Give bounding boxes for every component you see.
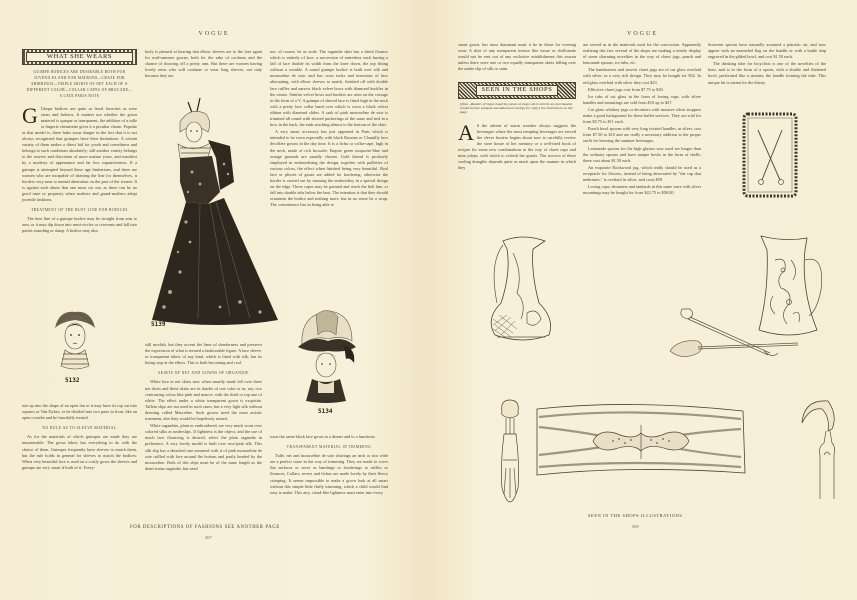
- claret-jug-icon: [483, 233, 558, 348]
- subhead: TREATMENT OF THE BUST LINE FOR BODICES: [31, 208, 128, 213]
- body-paragraph: Souvenir spoons have naturally assumed a patriotic air, and now appear with an enameled flag on the handle or with a battle ship engraved in the gilded bowl, and cost $1.50 each.: [708, 42, 826, 60]
- ornamental-belt-icon: [533, 403, 748, 478]
- body-paragraph: The handsomest and newest claret jugs are of cut glass overlaid with silver, in a very rich design. They may be bought for $32. In red glass overlaid with silver they cost $23.: [583, 67, 701, 85]
- body-paragraph: G Uimpe bodices are quite as fixed favorites as were etons and boleros. It matters not whether the gown material is opaque or transparent, the addition of a tulle or lingerie chemisette gives it a peculiar charm. Popular as that model is, there lurks some danger in the fact that it is not always recognized that guimpes have their limitations. A certain variety of them makes a direct bid for youth and comeliness and belongs to such conditions absolutely; still another variety belongs to the reserve and discretion of more mature years, and manifest by a modesty of appearance and far less expansiveness. If a guimpe is attempted beyond these age limitations, and there are women who are incapable of drawing the line for themselves, it borders very near to mental aberration on the part of the wearer. It is against such abuse that one must cry out, as there can be no good taste or propriety when mothers and grand-mothers adopt juvenile fashions.: [22, 102, 137, 202]
- illustrations-caption: SEEN IN THE SHOPS ILLUSTRATIONS: [588, 513, 683, 518]
- illustration-claret-jug: [483, 233, 558, 348]
- body-paragraph: An exquisite Rookwood jug, which really should be used as a receptacle for flowers, instead of being desecrated by "the cup that inebriates," is overlaid in silver, and costs $58.: [583, 164, 701, 182]
- editor-note: [Note—Readers of Vogue inquiring names of shops where articles are purchasable should enclose stamped and addressed envelope for reply.] See illustrations on this page.: [460, 101, 573, 115]
- subhead: TRANSPARENT MATERIAL IN TRIMMING: [286, 445, 372, 450]
- body-paragraph: Lemonade spoons for the high glasses now used are longer than the ordinary spoons and have unique bowls in the form of shells; these cost about $1.50 each.: [583, 145, 701, 163]
- illustration-crossed-spoons: [740, 110, 800, 200]
- section-title: WHAT SHE WEARS: [26, 52, 133, 62]
- body-paragraph: Cut glass whiskey jugs or decanters with massive silver stoppers make a good background for these buffet services. They are sold for from $5.75 to $11 each.: [583, 106, 701, 125]
- right-page: [428, 0, 857, 600]
- body-paragraph: The bust line of a guimpe bodice may be straight from arm to arm, or it may dip down into semi-circles or crescents and fall into points rounding or sharp. A bodice may also: [22, 216, 137, 234]
- figure-number: 5134: [318, 408, 333, 415]
- left-column-3: [270, 49, 388, 209]
- subhead: NO RULE AS TO SLEEVE MATERIAL: [42, 426, 117, 431]
- body-paragraph: Loving cups, decanters and tankards in this same ware with silver mountings may be bought for from $22.75 to $58.00.: [583, 184, 702, 196]
- body-paragraph: A very smart accessory has just appeared in Paris which is intended to be worn especially with black Russian or Chantilly lace decollete gowns in the day time. It is a fichu or collar-cape, high in the neck, made of rich brocade; Empire green turquoise-blue and orange grounds are usually chosen. Gold thread is profusely employed in embroidering the design, together with paillettes of various colors, the effect when finished being very beautiful. Real lace or plissés of gauze are added for bordering, otherwise the border is carried out by massing the embroidery in a special design on the edge. These capes may be pointed and reach the belt line, or fall into double tabs below the bust. The intention is that they should ornament the bodice and nothing more, but in no sense be a wrap. The convenience lies in being able to: [270, 129, 388, 208]
- illustration-decanter: [498, 398, 523, 508]
- curved-fork-icon: [798, 395, 838, 505]
- body-paragraph: Effective claret jugs cost from $7.75 to $30.: [588, 86, 664, 92]
- body-paragraph: A S the advent of warm weather always suggests the beverages where the most tempting beverages are served the clever hostess begins about now to carefully review the store house of her memory or a well-tried book of recipes for some new combinations in the way of claret cups and mint juleps, with which to refresh her guests. The success of these cooling draughts depends quite as much upon the manner in which they: [458, 119, 576, 171]
- fashion-illustration-5134: [292, 305, 362, 415]
- body-paragraph: rise up into the shape of an open fan or it may have its top cut into squares or Van Dykes, or be divided into two parts in front, like an open corselet and be fancifully treated.: [22, 403, 137, 421]
- body-paragraph: White organdies, plain or embroidered, are very much worn over colored silks as underslips. If lightness is the object, and the use of much lace flouncing is desired, select the plain organdie in preference. A very lovely model is built over rose-pink silk. This silk slip has a detached one mounted with it of pink mousseline de soie ruffled with lace around the bottom and partly headed by the mousseline. Both of this slips must be of the same length as the demi-traine organdie, but need: [145, 423, 262, 471]
- left-page: [0, 0, 428, 600]
- body-paragraph: wear the same black lace gown to a dinner and to a luncheon.: [270, 434, 376, 439]
- woman-portrait-icon: [45, 306, 105, 376]
- left-column-2: [145, 49, 262, 80]
- illustration-lemonade-spoons: [668, 305, 808, 365]
- body-paragraph: smart gown, but most dominant must it be in those for evening wear. A skirt of any transparent texture like tissue or chiffonette would not be sent out of any exclusive establishment this season unless there were one or two equally transparent skirts falling over the under slip of silk or satin.: [458, 42, 576, 72]
- fashion-illustration-5139: [150, 92, 280, 337]
- lemonade-spoons-icon: [668, 305, 808, 365]
- left-column-3-continued: [270, 434, 388, 497]
- page-footer-note: FOR DESCRIPTIONS OF FASHIONS SEE ANOTHER PAGE: [130, 525, 280, 530]
- woman-full-gown-icon: [150, 92, 280, 332]
- decanter-icon: [498, 398, 523, 508]
- page-number: 569: [632, 524, 639, 529]
- body-paragraph: not, of course, be as wide. The organdie skirt has a fitted flounce which is entirely of lace, a succession of entredeux each having a fall of lace double its width from the knee down, the top fitting without a wrinkle. A round guimpe bodice is built over silk and mousseline de soie, and has cross tucks and insertions of lace alternating, with elbow sleeves to match, finished off with double lace ruffles and narrow black velvet bows with diamond buckles in the centre. Similar velvet bows and buckles are seen on the corsage in the form of a V. A guimpe of shirred lace is fitted high in the neck with a pretty lace collar band over which is worn a black velvet ribbon with diamond slides. A sash of pink mousseline de soie is trimmed all round with shirred puckerings of the same and tied in a bow in the back, the ends reaching almost to the bottom of the skirt.: [270, 49, 388, 128]
- running-head: VOGUE: [198, 31, 230, 37]
- right-column-2: [583, 42, 701, 197]
- body-paragraph: Ice tubs of cut glass in the form of loving cups, with silver handles and mountings are sold from $10 up to $27.: [583, 93, 701, 105]
- body-paragraph: are served as in the materials used for the concoction. Apparently realizing this fact several of the shops are making a timely display of some charming novelties in the way of claret jugs, punch and lemonade spoons, ice tubs, etc.: [583, 42, 701, 66]
- left-column-1-continued: [22, 403, 137, 472]
- body-paragraph: still modish, but they accent the lines of slenderness and preserve the expression of what is termed a fashionable figure. A lace sleeve, or transparent fabric of any kind, which is lined with silk, has its lining stop at the elbow. This is both becoming and cool.: [145, 342, 262, 366]
- body-paragraph: White lace or net skirts now when smartly made fall over three net skirts and these skirts are in shades of one color or in, say, two contrasting colors like pink and mauve, with the third or top one of white. The effect under a white transparent gown is exquisite. Taffeta slips are not used in such cases, but a very light silk without dressing called Marceline. Such gowns need the most artistic treatment, else they would be hopelessly ruined.: [145, 379, 262, 422]
- left-column-1: [22, 49, 137, 235]
- illustration-curved-fork: [798, 395, 838, 505]
- body-paragraph: Tulle, net and mousseline de soie shirrings an inch or two wide are a perfect craze in the way of trimming. They are made to cover flat surfaces or serve as bandings or borderings to ruffles or flounces. Collars, revers and fichus are made lovely by their fleecy crimping. It seems impossible to make a gown look at all smart without this simple little fluffy trimming, which a child would find easy to make. This airy, cloud-like lightness must enter into every: [270, 453, 388, 495]
- left-column-2-continued: [145, 342, 262, 473]
- body-paragraph: The drinking tube for bicyclists is one of the novelties of the hour, and is in the form of a spoon, with a double and flattened bowl, perforated like a strainer, the handle forming the tube. This unique bit is meant for the thirsty: [708, 61, 826, 85]
- crossed-spoons-frame-icon: [740, 110, 800, 200]
- figure-number: 5139: [151, 321, 166, 328]
- drop-cap: G: [22, 102, 38, 128]
- woman-hat-portrait-icon: [292, 305, 362, 405]
- figure-number: 5132: [65, 377, 80, 384]
- body-paragraph: body is pleased at hearing that elbow sleeves are to the fore again for mid-summer gowns, both for the sake of coolness and the chance of showing off a pretty arm. But there are women having lovely arms who will continue to wear long sleeves, not only because they are: [145, 49, 262, 79]
- section-title: SEEN IN THE SHOPS: [476, 85, 558, 95]
- subhead: SKIRTS OF NET AND GOWNS OF ORGANDIE: [158, 371, 249, 376]
- running-head: VOGUE: [627, 31, 658, 37]
- section-banner-what-she-wears: [22, 49, 137, 65]
- drop-cap: A: [458, 119, 474, 145]
- body-paragraph: As for the materials of which guimpes are made they are innumerable. The gown fabric has everything to do with the choice of them. Guimpes frequently have sleeves to match them, but the rule holds in general for sleeves to match the bodices. When very beautiful lace is used on a costly gown the sleeves and guimpe are very smart if built of it. Every-: [22, 434, 137, 470]
- page-number: 567: [205, 535, 212, 540]
- illustration-ornamental-belt: [533, 403, 748, 478]
- section-dek: GUIMPE BODICES ARE DESIRABLE BOTH FOR JUVENILES AND FOR MATRONS—CRAZE FOR SHIRRINGS—TRIPLE SKIRTS OF NET EACH OF A DIFFERENT COLOR—COLLAR CAPES OF BROCADE—A LATE PARIS NOTE: [26, 70, 133, 99]
- body-paragraph: Punch bowl spoons with very long twisted handles, in silver, cost from $7.50 to $10 and are really a necessary addition to the proper outfit for brewing the summer beverages.: [583, 126, 701, 144]
- fashion-illustration-5132: [45, 306, 105, 386]
- right-column-1: [458, 42, 576, 173]
- section-banner-seen-in-the-shops: [458, 82, 576, 98]
- right-column-3: [708, 42, 826, 87]
